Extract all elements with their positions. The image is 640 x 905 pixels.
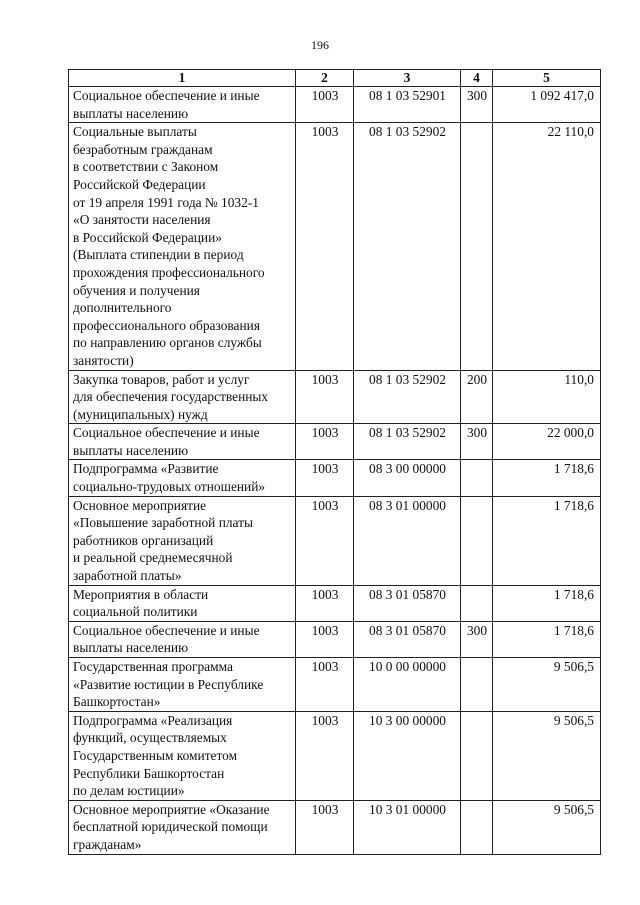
row-article: 10 0 00 00000: [354, 658, 461, 712]
row-section: 1003: [296, 800, 354, 854]
row-name-line: Основное мероприятие: [73, 497, 207, 513]
row-name-line: профессионального образования: [73, 317, 260, 333]
row-sum: 1 092 417,0: [493, 87, 601, 123]
row-article: 10 3 00 00000: [354, 711, 461, 800]
row-section: 1003: [296, 87, 354, 123]
row-type: [461, 800, 493, 854]
table-row: [69, 123, 601, 370]
row-type: [461, 496, 493, 585]
row-sum: 9 506,5: [493, 658, 601, 712]
row-article: 08 3 01 05870: [354, 621, 461, 657]
row-name-line: Башкортостан»: [73, 694, 161, 710]
row-name-line: занятости): [73, 352, 134, 368]
header-col-1: 1: [69, 70, 296, 87]
row-name-line: и реальной среднемесячной: [73, 550, 233, 566]
row-section: 1003: [296, 460, 354, 496]
row-name-line: от 19 апреля 1991 года № 1032-1: [73, 194, 259, 210]
row-name: [69, 87, 296, 123]
row-section: 1003: [296, 711, 354, 800]
budget-table: [68, 69, 601, 855]
row-name: [69, 621, 296, 657]
row-name: [69, 460, 296, 496]
row-article: 08 1 03 52902: [354, 424, 461, 460]
row-article: 08 3 01 05870: [354, 585, 461, 621]
row-name-line: «Повышение заработной платы: [73, 515, 253, 531]
row-name-line: Государственная программа: [73, 659, 233, 674]
header-col-3: 3: [354, 70, 461, 87]
row-type: [461, 658, 493, 712]
row-name-line: Мероприятия в области: [73, 586, 209, 602]
table-row: [69, 87, 601, 123]
table-row: [69, 800, 601, 854]
row-type: 300: [461, 621, 493, 657]
row-section: 1003: [296, 370, 354, 424]
row-name: [69, 496, 296, 585]
row-name-line: заработной платы»: [73, 568, 182, 584]
table-row: [69, 496, 601, 585]
row-name-line: в Российской Федерации»: [73, 229, 222, 245]
row-name-line: безработным гражданам: [73, 141, 213, 157]
row-name-line: функций, осуществляемых: [73, 730, 227, 746]
row-name: [69, 585, 296, 621]
row-name-line: Социальное обеспечение и иные: [73, 88, 260, 103]
table-row: [69, 424, 601, 460]
table-row: [69, 585, 601, 621]
row-name-line: (Выплата стипендии в период: [73, 247, 244, 263]
row-name-line: работников организаций: [73, 532, 214, 548]
header-col-5: 5: [493, 70, 601, 87]
row-name-line: гражданам»: [73, 836, 142, 852]
row-name-line: дополнительного: [73, 300, 172, 316]
row-name-line: Российской Федерации: [73, 176, 206, 192]
row-sum: 22 000,0: [493, 424, 601, 460]
row-name-line: Республики Башкортостан: [73, 765, 225, 781]
row-section: 1003: [296, 585, 354, 621]
row-name-line: социальной политики: [73, 604, 198, 620]
row-section: 1003: [296, 496, 354, 585]
header-col-2: 2: [296, 70, 354, 87]
row-name-line: (муниципальных) нужд: [73, 406, 208, 422]
row-article: 08 1 03 52901: [354, 87, 461, 123]
row-sum: 9 506,5: [493, 800, 601, 854]
row-name-line: выплаты населению: [73, 105, 189, 121]
row-name-line: Основное мероприятие «Оказание: [73, 801, 270, 817]
row-name-line: выплаты населению: [73, 640, 189, 656]
row-name-line: Социальное обеспечение и иные: [73, 425, 260, 441]
row-section: 1003: [296, 123, 354, 370]
table-row: [69, 460, 601, 496]
row-sum: 1 718,6: [493, 496, 601, 585]
row-type: [461, 711, 493, 800]
row-article: 08 1 03 52902: [354, 370, 461, 424]
row-name-line: прохождения профессионального: [73, 264, 265, 280]
row-name-line: в соответствии с Законом: [73, 159, 219, 175]
row-name-line: для обеспечения государственных: [73, 389, 269, 405]
row-name-line: по делам юстиции»: [73, 783, 185, 799]
row-name-line: «О занятости населения: [73, 212, 211, 228]
row-section: 1003: [296, 424, 354, 460]
row-name-line: бесплатной юридической помощи: [73, 819, 268, 835]
page-number: 196: [311, 38, 329, 52]
row-article: 10 3 01 00000: [354, 800, 461, 854]
row-sum: 1 718,6: [493, 621, 601, 657]
row-name-line: Подпрограмма «Развитие: [73, 461, 219, 477]
row-article: 08 3 00 00000: [354, 460, 461, 496]
row-name: [69, 800, 296, 854]
row-sum: 9 506,5: [493, 711, 601, 800]
row-sum: 1 718,6: [493, 585, 601, 621]
row-type: 300: [461, 424, 493, 460]
row-name-line: «Развитие юстиции в Республике: [73, 676, 264, 692]
row-name-line: Подпрограмма «Реализация: [73, 712, 233, 728]
row-section: 1003: [296, 621, 354, 657]
row-name: [69, 711, 296, 800]
header-row: [69, 70, 601, 87]
row-section: 1003: [296, 658, 354, 712]
row-type: 200: [461, 370, 493, 424]
row-name-line: Социальные выплаты: [73, 124, 197, 140]
row-name-line: Государственным комитетом: [73, 747, 238, 763]
row-name: [69, 370, 296, 424]
row-name-line: Социальное обеспечение и иные: [73, 622, 260, 638]
row-name-line: Закупка товаров, работ и услуг: [73, 371, 250, 387]
row-sum: 22 110,0: [493, 123, 601, 370]
row-type: 300: [461, 87, 493, 123]
row-name-line: выплаты населению: [73, 442, 189, 458]
row-name: [69, 424, 296, 460]
row-type: [461, 585, 493, 621]
header-col-4: 4: [461, 70, 493, 87]
table-row: [69, 711, 601, 800]
row-name: [69, 123, 296, 370]
row-name-line: социально-трудовых отношений»: [73, 479, 266, 495]
row-name: [69, 658, 296, 712]
table-row: [69, 658, 601, 712]
table-row: [69, 370, 601, 424]
row-name-line: обучения и получения: [73, 282, 200, 298]
row-sum: 1 718,6: [493, 460, 601, 496]
row-article: 08 3 01 00000: [354, 496, 461, 585]
table-row: [69, 621, 601, 657]
row-type: [461, 123, 493, 370]
row-type: [461, 460, 493, 496]
row-name-line: по направлению органов службы: [73, 335, 262, 351]
row-sum: 110,0: [493, 370, 601, 424]
row-article: 08 1 03 52902: [354, 123, 461, 370]
